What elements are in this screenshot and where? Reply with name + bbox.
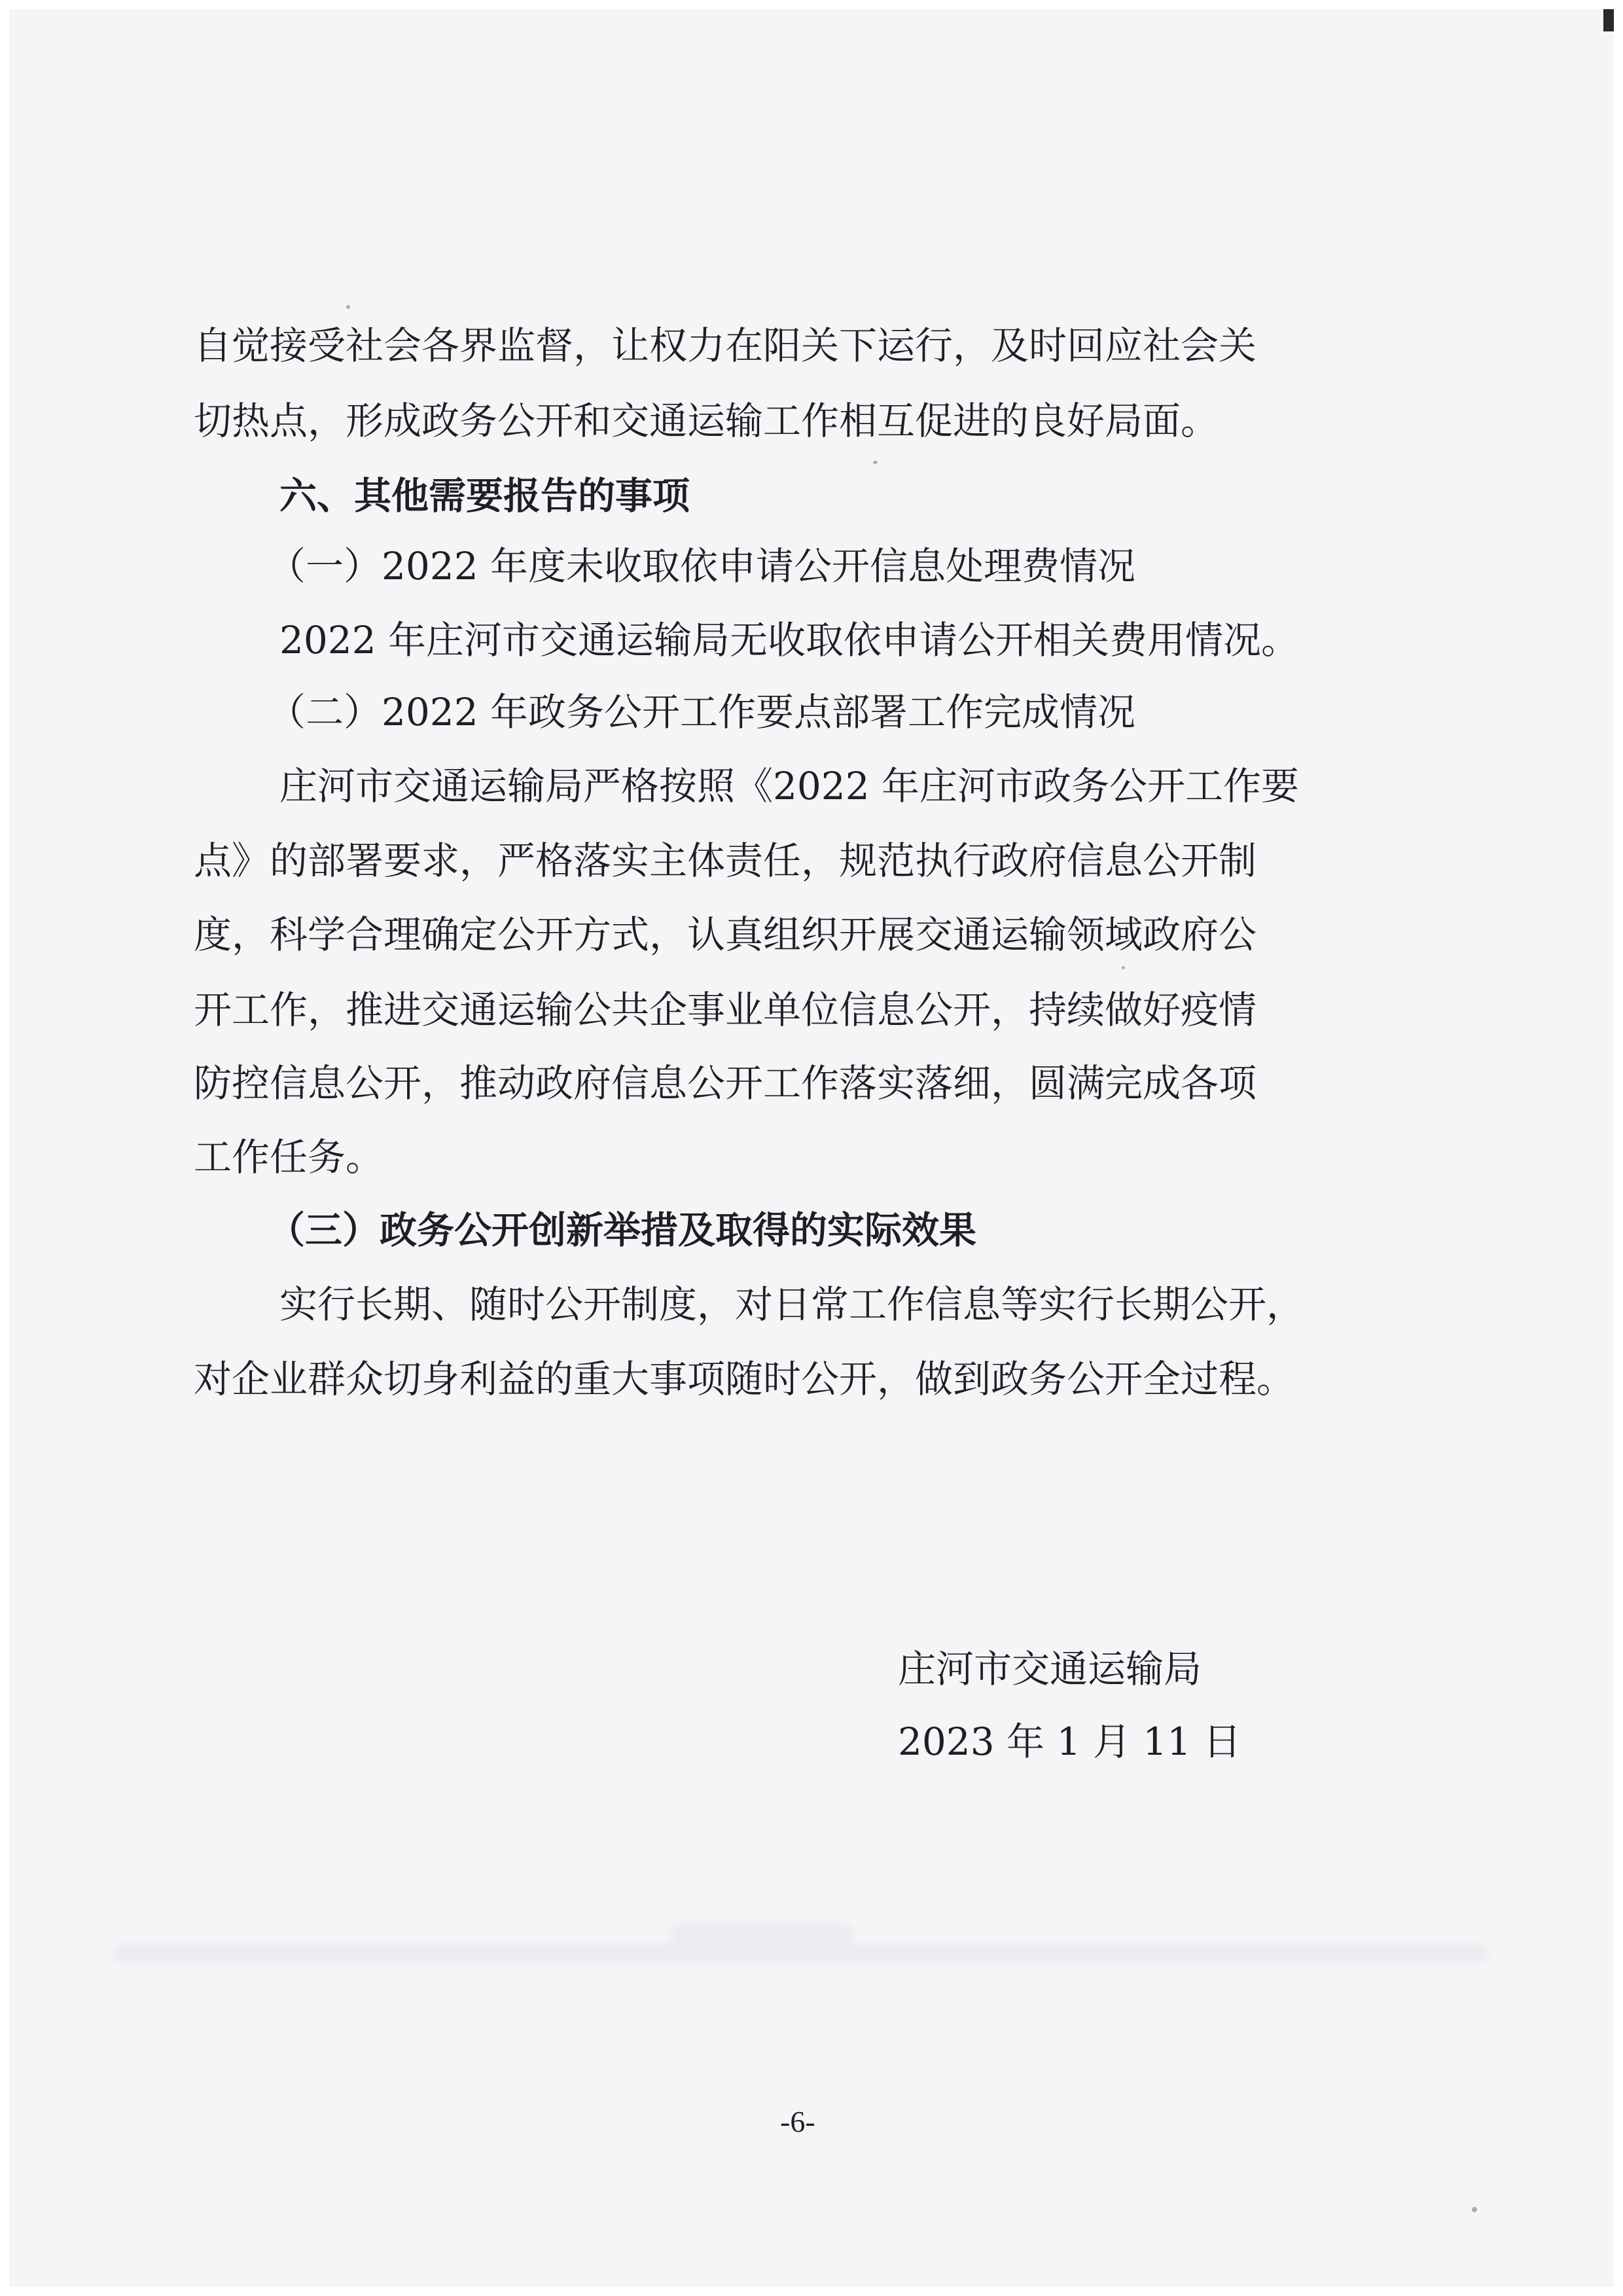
signature-organization: 庄河市交通运输局 bbox=[898, 1647, 1202, 1691]
scan-speck bbox=[1122, 966, 1125, 969]
body-text-line: 庄河市交通运输局严格按照《2022 年庄河市政务公开工作要 bbox=[279, 764, 1300, 808]
body-text-line: 实行长期、随时公开制度，对日常工作信息等实行长期公开， bbox=[279, 1282, 1305, 1327]
body-text-line: 对企业群众切身利益的重大事项随时公开，做到政务公开全过程。 bbox=[194, 1357, 1295, 1401]
subsection-heading: （一）2022 年度未收取依申请公开信息处理费情况 bbox=[268, 544, 1136, 588]
page-number: -6- bbox=[780, 2105, 815, 2138]
section-heading: 六、其他需要报告的事项 bbox=[279, 475, 690, 518]
body-text-line: 开工作，推进交通运输公共企事业单位信息公开，持续做好疫情 bbox=[194, 988, 1257, 1032]
scan-speck bbox=[873, 461, 878, 464]
signature-date: 2023 年 1 月 11 日 bbox=[898, 1719, 1241, 1764]
body-text-line: 防控信息公开，推动政府信息公开工作落实落细，圆满完成各项 bbox=[194, 1061, 1257, 1105]
subsection-heading: （二）2022 年政务公开工作要点部署工作完成情况 bbox=[268, 690, 1136, 734]
scan-smudge bbox=[670, 1924, 853, 1943]
scan-speck bbox=[1472, 2207, 1477, 2212]
body-text-line: 点》的部署要求，严格落实主体责任，规范执行政府信息公开制 bbox=[194, 838, 1257, 883]
body-text-line: 度，科学合理确定公开方式，认真组织开展交通运输领域政府公 bbox=[194, 912, 1257, 957]
subsection-heading: （三）政务公开创新举措及取得的实际效果 bbox=[268, 1209, 976, 1252]
body-text-line: 自觉接受社会各界监督，让权力在阳关下运行，及时回应社会关 bbox=[194, 323, 1257, 368]
body-text-line: 工作任务。 bbox=[194, 1135, 384, 1179]
scan-smudge bbox=[114, 1943, 1488, 1963]
body-text-line: 切热点，形成政务公开和交通运输工作相互促进的良好局面。 bbox=[194, 399, 1219, 443]
document-page bbox=[9, 9, 1614, 2287]
scan-corner-mark bbox=[1603, 9, 1614, 31]
scan-speck bbox=[346, 305, 350, 309]
body-text-line: 2022 年庄河市交通运输局无收取依申请公开相关费用情况。 bbox=[279, 618, 1300, 662]
